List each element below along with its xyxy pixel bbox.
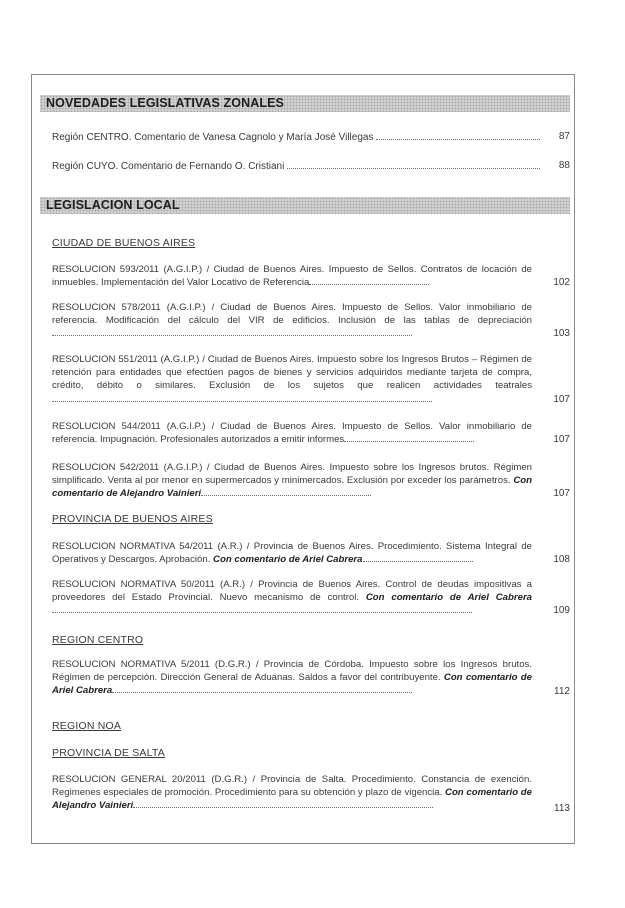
section-title-local: LEGISLACION LOCAL — [46, 198, 180, 212]
comment-author: Con comentario de Alejandro Vainieri — [52, 475, 532, 500]
dot-leader — [133, 806, 433, 808]
subsection-heading-centro: REGION CENTRO — [52, 634, 144, 646]
toc-entry[interactable] — [52, 160, 543, 173]
comment-author: Con comentario de Ariel Cabrera — [365, 592, 533, 604]
page-number: 107 — [553, 488, 570, 499]
toc-entry-text: RESOLUCION 578/2011 (A.G.I.P.) / Ciudad de Buenos Aires. Impuesto de Sellos. Valor inmobiliario de referencia. Modificación del cálculo del VIR de edificios. Inclusión de las tablas de depreciación — [52, 302, 532, 327]
section-title-zonales: NOVEDADES LEGISLATIVAS ZONALES — [46, 96, 284, 110]
toc-entry-text: RESOLUCION NORMATIVA 5/2011 (D.G.R.) / Provincia de Córdoba. Impuesto sobre los Ingresos brutos. Régimen de percepción. Dirección General de Aduanas. Saldos a favor del contribuyente. — [52, 659, 532, 684]
page-number: 103 — [553, 328, 570, 339]
subsection-heading-caba: CIUDAD DE BUENOS AIRES — [52, 237, 196, 249]
dot-leader — [376, 138, 540, 140]
dot-leader — [52, 334, 412, 336]
dot-leader — [363, 560, 473, 562]
subsection-heading-salta: PROVINCIA DE SALTA — [52, 747, 165, 759]
page-number: 112 — [554, 686, 570, 697]
dot-leader — [52, 611, 472, 613]
toc-entry[interactable] — [52, 658, 532, 698]
comment-author: Con comentario de Ariel Cabrera — [52, 672, 533, 697]
toc-entry[interactable] — [52, 773, 532, 813]
comment-author: Con comentario de Alejandro Vainieri — [52, 787, 532, 812]
toc-entry[interactable] — [52, 131, 543, 144]
subsection-heading-pba: PROVINCIA DE BUENOS AIRES — [52, 513, 213, 525]
toc-entry-text: RESOLUCION 551/2011 (A.G.I.P.) / Ciudad de Buenos Aires. Impuesto sobre los Ingresos Brutos – Régimen de retención para entidades que efectúen pagos de bienes y servicios adquiridos mediante tarjeta de compra, crédito, débito o similares. Exclusión de los sujetos que realicen actividades teatrales — [52, 354, 532, 392]
toc-entry[interactable] — [52, 263, 532, 289]
toc-entry[interactable] — [52, 578, 532, 618]
toc-entry-text: RESOLUCION NORMATIVA 50/2011 (A.R.) / Provincia de Buenos Aires. Control de deudas impositivas a proveedores del Estado Provincial. Nuevo mecanismo de control. — [52, 579, 532, 604]
dot-leader — [309, 283, 429, 285]
dot-leader — [344, 440, 474, 442]
page-number: 102 — [553, 277, 570, 288]
page-number: 87 — [558, 131, 570, 142]
page-number: 113 — [554, 803, 570, 814]
dot-leader — [52, 400, 432, 402]
toc-entry-text: RESOLUCION 542/2011 (A.G.I.P.) / Ciudad de Buenos Aires. Impuesto sobre los Ingresos brutos. Régimen simplificado. Venta al por menor en supermercados y minimercados. Exclusión por exceder los parámetros. — [52, 462, 532, 487]
toc-entry-text: RESOLUCION NORMATIVA 54/2011 (A.R.) / Provincia de Buenos Aires. Procedimiento. Sistema Integral de Operativos y Descargos. Aprobación. — [52, 541, 532, 566]
toc-entry-text: RESOLUCION GENERAL 20/2011 (D.G.R.) / Provincia de Salta. Procedimiento. Constancia de exención. Regimenes especiales de promoción. Procedimiento para su obtención y plazo de vigencia. — [52, 774, 532, 799]
toc-entry-text: Región CENTRO. Comentario de Vanesa Cagnolo y María José Villegas — [52, 132, 374, 143]
toc-entry[interactable] — [52, 420, 532, 446]
subsection-heading-noa: REGION NOA — [52, 720, 122, 732]
page-number: 107 — [553, 434, 570, 445]
comment-author: Con comentario de Ariel Cabrera — [213, 554, 363, 566]
toc-entry-text: RESOLUCION 593/2011 (A.G.I.P.) / Ciudad de Buenos Aires. Impuesto de Sellos. Contratos de locación de inmuebles. Implementación del Valor Locativo de Referencia — [52, 264, 532, 289]
toc-entry-text: RESOLUCION 544/2011 (A.G.I.P.) / Ciudad de Buenos Aires. Impuesto de Sellos. Valor inmobiliario de referencia. Impugnación. Profesionales autorizados a emitir informes — [52, 421, 532, 446]
toc-entry[interactable] — [52, 301, 532, 341]
page-number: 107 — [553, 394, 570, 405]
page-number: 109 — [553, 605, 570, 616]
toc-entry[interactable] — [52, 353, 532, 406]
toc-entry[interactable] — [52, 461, 532, 501]
toc-entry-text: Región CUYO. Comentario de Fernando O. Cristiani — [52, 161, 285, 172]
page-number: 88 — [558, 160, 570, 171]
page-number: 108 — [553, 554, 570, 565]
dot-leader — [112, 691, 412, 693]
toc-entry[interactable] — [52, 540, 532, 566]
dot-leader — [287, 167, 540, 169]
dot-leader — [201, 494, 371, 496]
